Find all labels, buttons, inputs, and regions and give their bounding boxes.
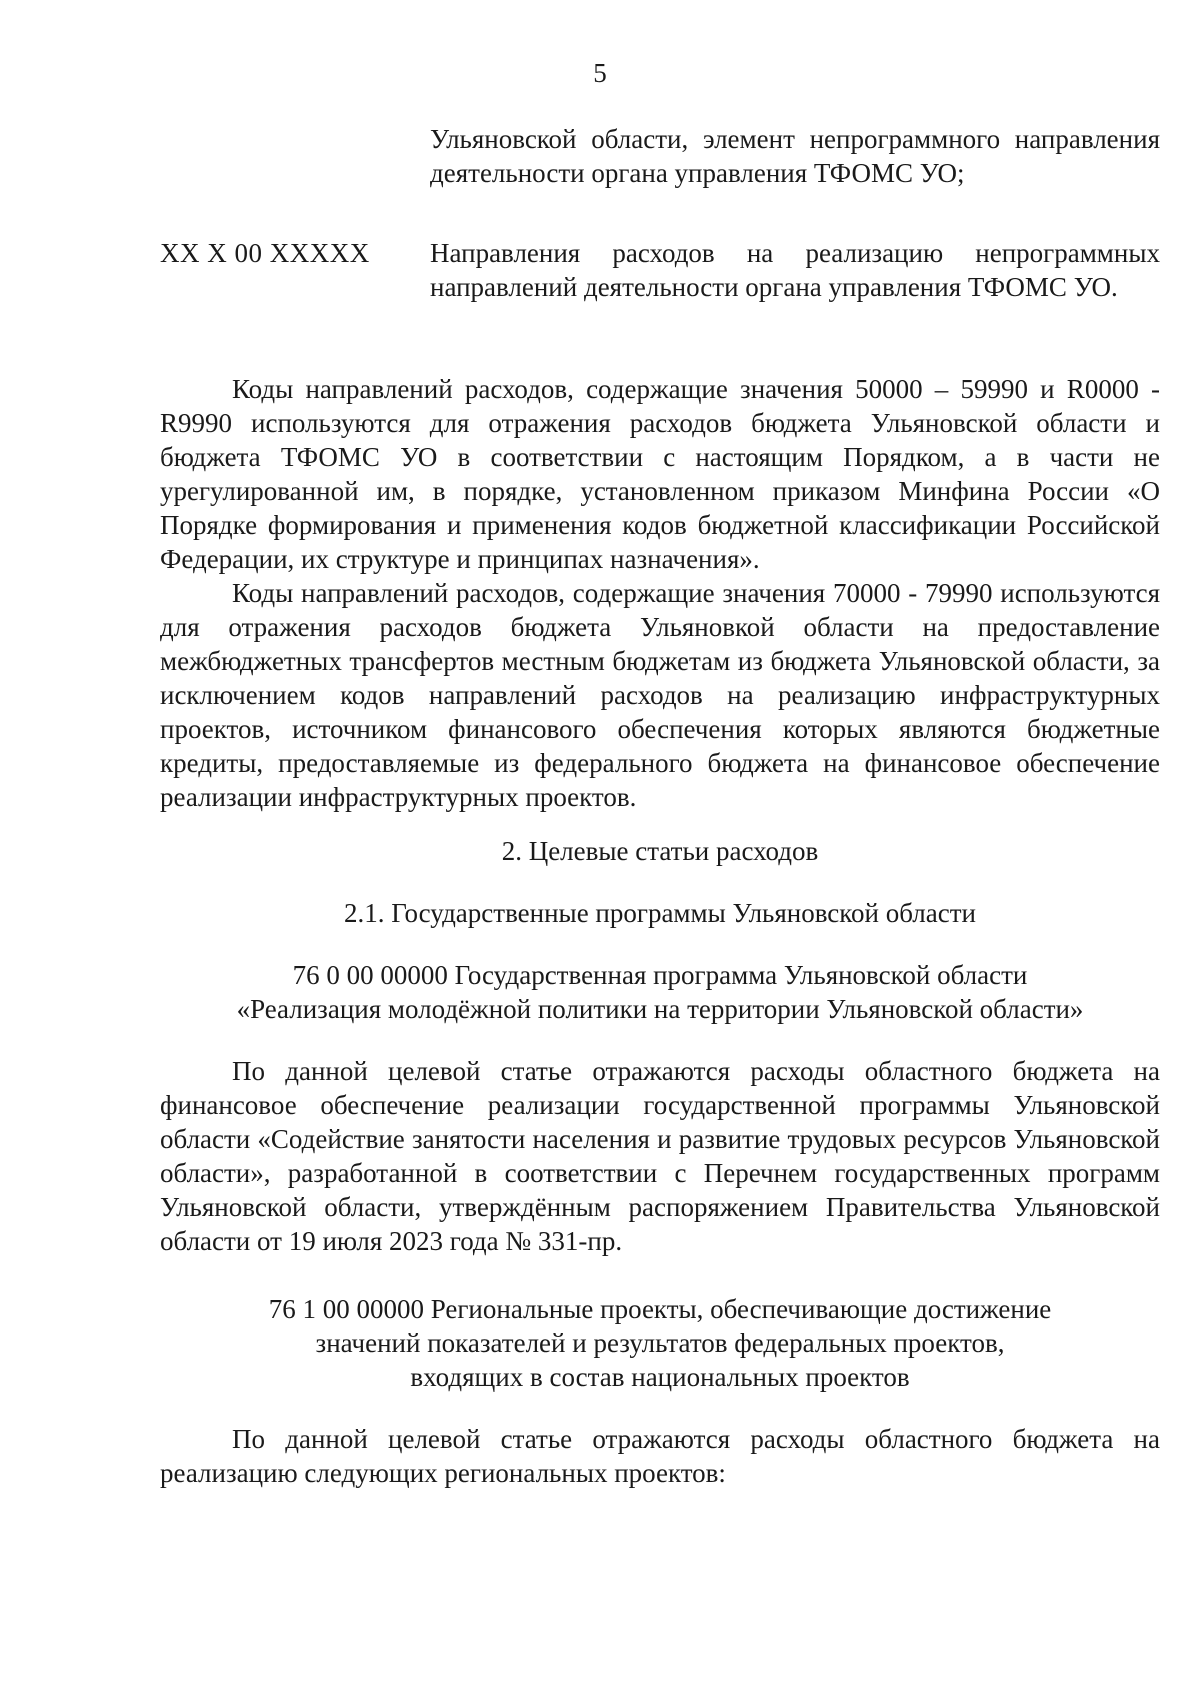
paragraph-program-76: По данной целевой статье отражаются расходы областного бюджета на финансовое обеспечение реализации государственной программы Ульяновской области «Содействие занятости населения и развитие трудовых ресурсов Ульяновской области», разработанной в соответствии с Перечнем государственных программ Ульяновской области, утверждённым распоряжением Правительства Ульяновской области от 19 июля 2023 года № 331-пр. xyxy=(160,1056,1160,1256)
code-description: Направления расходов на реализацию непрограммных направлений деятельности органа управления ТФОМС УО. xyxy=(430,238,1160,302)
paragraph-codes-50000: Коды направлений расходов, содержащие значения 50000 – 59990 и R0000 - R9990 используются для отражения расходов бюджета Ульяновской области и бюджета ТФОМС УО в соответствии с настоящим Порядком, а в части не урегулированной им, в порядке, установленном приказом Минфина России «О Порядке формирования и применения кодов бюджетной классификации Российской Федерации, их структуре и принципах назначения». xyxy=(160,374,1160,574)
program-heading-line-2: «Реализация молодёжной политики на территории Ульяновской области» xyxy=(236,994,1084,1024)
projects-heading-line-2: значений показателей и результатов федеральных проектов, xyxy=(315,1328,1005,1358)
projects-heading-line-3: входящих в состав национальных проектов xyxy=(410,1362,910,1392)
code-value: XX X 00 XXXXX xyxy=(160,238,370,268)
code-row-continuation xyxy=(160,122,1160,226)
page-number: 5 xyxy=(593,58,607,88)
section-heading-2: 2. Целевые статьи расходов xyxy=(501,836,819,866)
paragraph-regional-projects: По данной целевой статье отражаются расходы областного бюджета на реализацию следующих региональных проектов: xyxy=(160,1424,1160,1488)
paragraph-codes-70000: Коды направлений расходов, содержащие значения 70000 - 79990 используются для отражения расходов бюджета Ульяновкой области на предоставление межбюджетных трансфертов местным бюджетам из бюджета Ульяновской области, за исключением кодов направлений расходов на реализацию инфраструктурных проектов, источником финансового обеспечения которых являются бюджетные кредиты, предоставляемые из федерального бюджета на финансовое обеспечение реализации инфраструктурных проектов. xyxy=(160,578,1160,812)
program-heading-line-1: 76 0 00 00000 Государственная программа Ульяновской области xyxy=(292,960,1028,990)
section-heading-2-1: 2.1. Государственные программы Ульяновской области xyxy=(343,898,976,928)
code-description: Ульяновской области, элемент непрограммного направления деятельности органа управления ТФОМС УО; xyxy=(430,124,1160,188)
code-row-nonprogram xyxy=(160,236,1160,340)
projects-heading-line-1: 76 1 00 00000 Региональные проекты, обеспечивающие достижение xyxy=(268,1294,1052,1324)
